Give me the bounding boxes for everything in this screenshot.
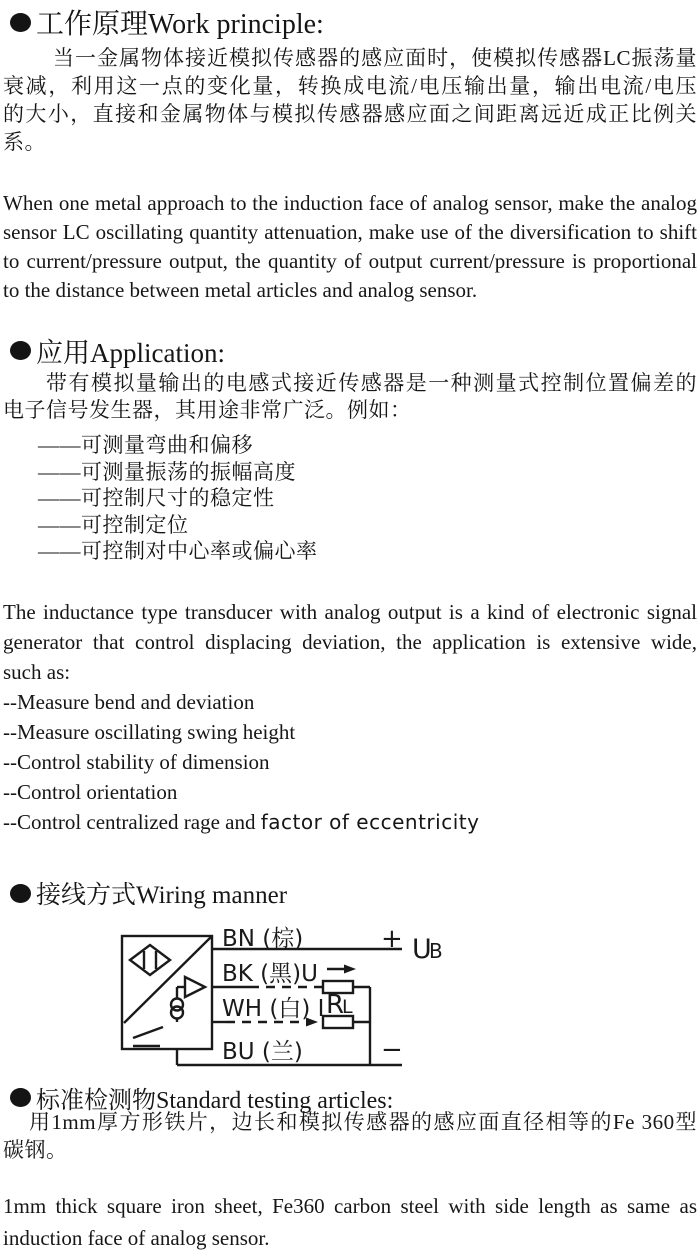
section-heading-application: [10, 331, 225, 370]
current-source-icon: [171, 999, 183, 1023]
paragraph-line: such as:: [3, 660, 71, 684]
bullet-icon: [10, 1088, 31, 1107]
paragraph-line: 用1mm厚方形铁片，边长和模拟传感器的感应面直径相等的Fe 360型: [29, 1110, 697, 1134]
paragraph-line: 系。: [3, 130, 46, 154]
supply-voltage-label: U: [412, 934, 432, 965]
load-resistance-label: R: [326, 990, 345, 1020]
list-item: ——可控制定位: [38, 512, 189, 537]
list-item: ——可测量振荡的振幅高度: [38, 459, 296, 484]
paragraph-line: to current/pressure output, the quantity of output current/pressure is proportional: [3, 249, 697, 273]
list-item: ——可测量弯曲和偏移: [38, 433, 253, 457]
paragraph-line: When one metal approach to the induction face of analog sensor, make the analog: [3, 191, 697, 215]
bullet-icon: [10, 884, 31, 903]
voltage-output-arrow-icon: [327, 965, 356, 974]
list-item: ——可控制对中心率或偏心率: [38, 539, 318, 563]
wiring-diagram: [100, 920, 460, 1080]
list-item: --Measure bend and deviation: [3, 690, 255, 714]
minus-sign: −: [381, 1035, 403, 1065]
paragraph-line: induction face of analog sensor.: [3, 1226, 270, 1250]
paragraph-line: 1mm thick square iron sheet, Fe360 carbon steel with side length as same as: [3, 1194, 697, 1218]
paragraph-line: 电子信号发生器，其用途非常广泛。例如：: [3, 398, 412, 422]
load-resistance-subscript: L: [342, 996, 353, 1018]
paragraph-line: to the distance between metal articles and analog sensor.: [3, 278, 478, 302]
application-cn-paragraph: [3, 370, 697, 424]
paragraph-line: generator that control displacing deviation, the application is extensive wide,: [3, 630, 697, 654]
list-item-emphasis: factor of eccentricity: [260, 810, 480, 834]
list-item: --Measure oscillating swing height: [3, 720, 296, 744]
list-item: ——可控制尺寸的稳定性: [38, 486, 275, 510]
wire-label-bn: BN (棕): [222, 926, 304, 952]
list-item-text: --Control centralized rage and: [3, 810, 261, 834]
work-principle-en-paragraph: [3, 189, 697, 305]
supply-voltage-subscript: B: [429, 939, 443, 963]
bullet-icon: [10, 341, 31, 360]
threshold-icon: [133, 1027, 163, 1046]
list-item: [3, 807, 697, 837]
standard-cn-paragraph: [3, 1108, 697, 1164]
work-principle-cn-paragraph: [3, 44, 697, 156]
application-en-paragraph: [3, 597, 697, 837]
application-cn-bullet-list: [38, 432, 318, 565]
paragraph-line: 的大小，直接和金属物体与模拟传感器感应面之间距离远近成正比例关: [3, 102, 697, 126]
amplifier-icon: [177, 977, 205, 999]
section-heading-wiring: [10, 875, 287, 911]
inductive-sensor-icon: [130, 945, 170, 975]
heading-text: 应用Application:: [36, 338, 225, 368]
heading-text: 接线方式Wiring manner: [36, 882, 288, 909]
wire-label-bu: BU (兰): [222, 1039, 303, 1065]
plus-sign: +: [381, 924, 403, 954]
standard-en-paragraph: [3, 1190, 697, 1254]
list-item: --Control stability of dimension: [3, 750, 270, 774]
paragraph-line: The inductance type transducer with analog output is a kind of electronic signal: [3, 600, 697, 624]
paragraph-line: 衰减，利用这一点的变化量，转换成电流/电压输出量，输出电流/电压: [3, 74, 697, 98]
wire-label-wh: WH (白) I: [222, 996, 325, 1022]
list-item: --Control orientation: [3, 780, 178, 804]
paragraph-line: 带有模拟量输出的电感式接近传感器是一种测量式控制位置偏差的: [46, 371, 697, 395]
heading-text: 工作原理Work principle:: [36, 9, 324, 40]
heading-text: 标准检测物Standard testing articles:: [36, 1088, 394, 1114]
bullet-icon: [10, 13, 31, 32]
section-heading-work-principle: [10, 2, 324, 42]
paragraph-line: sensor LC oscillating quantity attenuation, make use of the diversification to shift: [3, 220, 697, 244]
sensor-box: [122, 936, 212, 1049]
wire-label-bk: BK (黑)U: [222, 961, 318, 987]
paragraph-line: 当一金属物体接近模拟传感器的感应面时，使模拟传感器LC振荡量: [53, 46, 697, 70]
paragraph-line: 碳钢。: [3, 1138, 68, 1162]
